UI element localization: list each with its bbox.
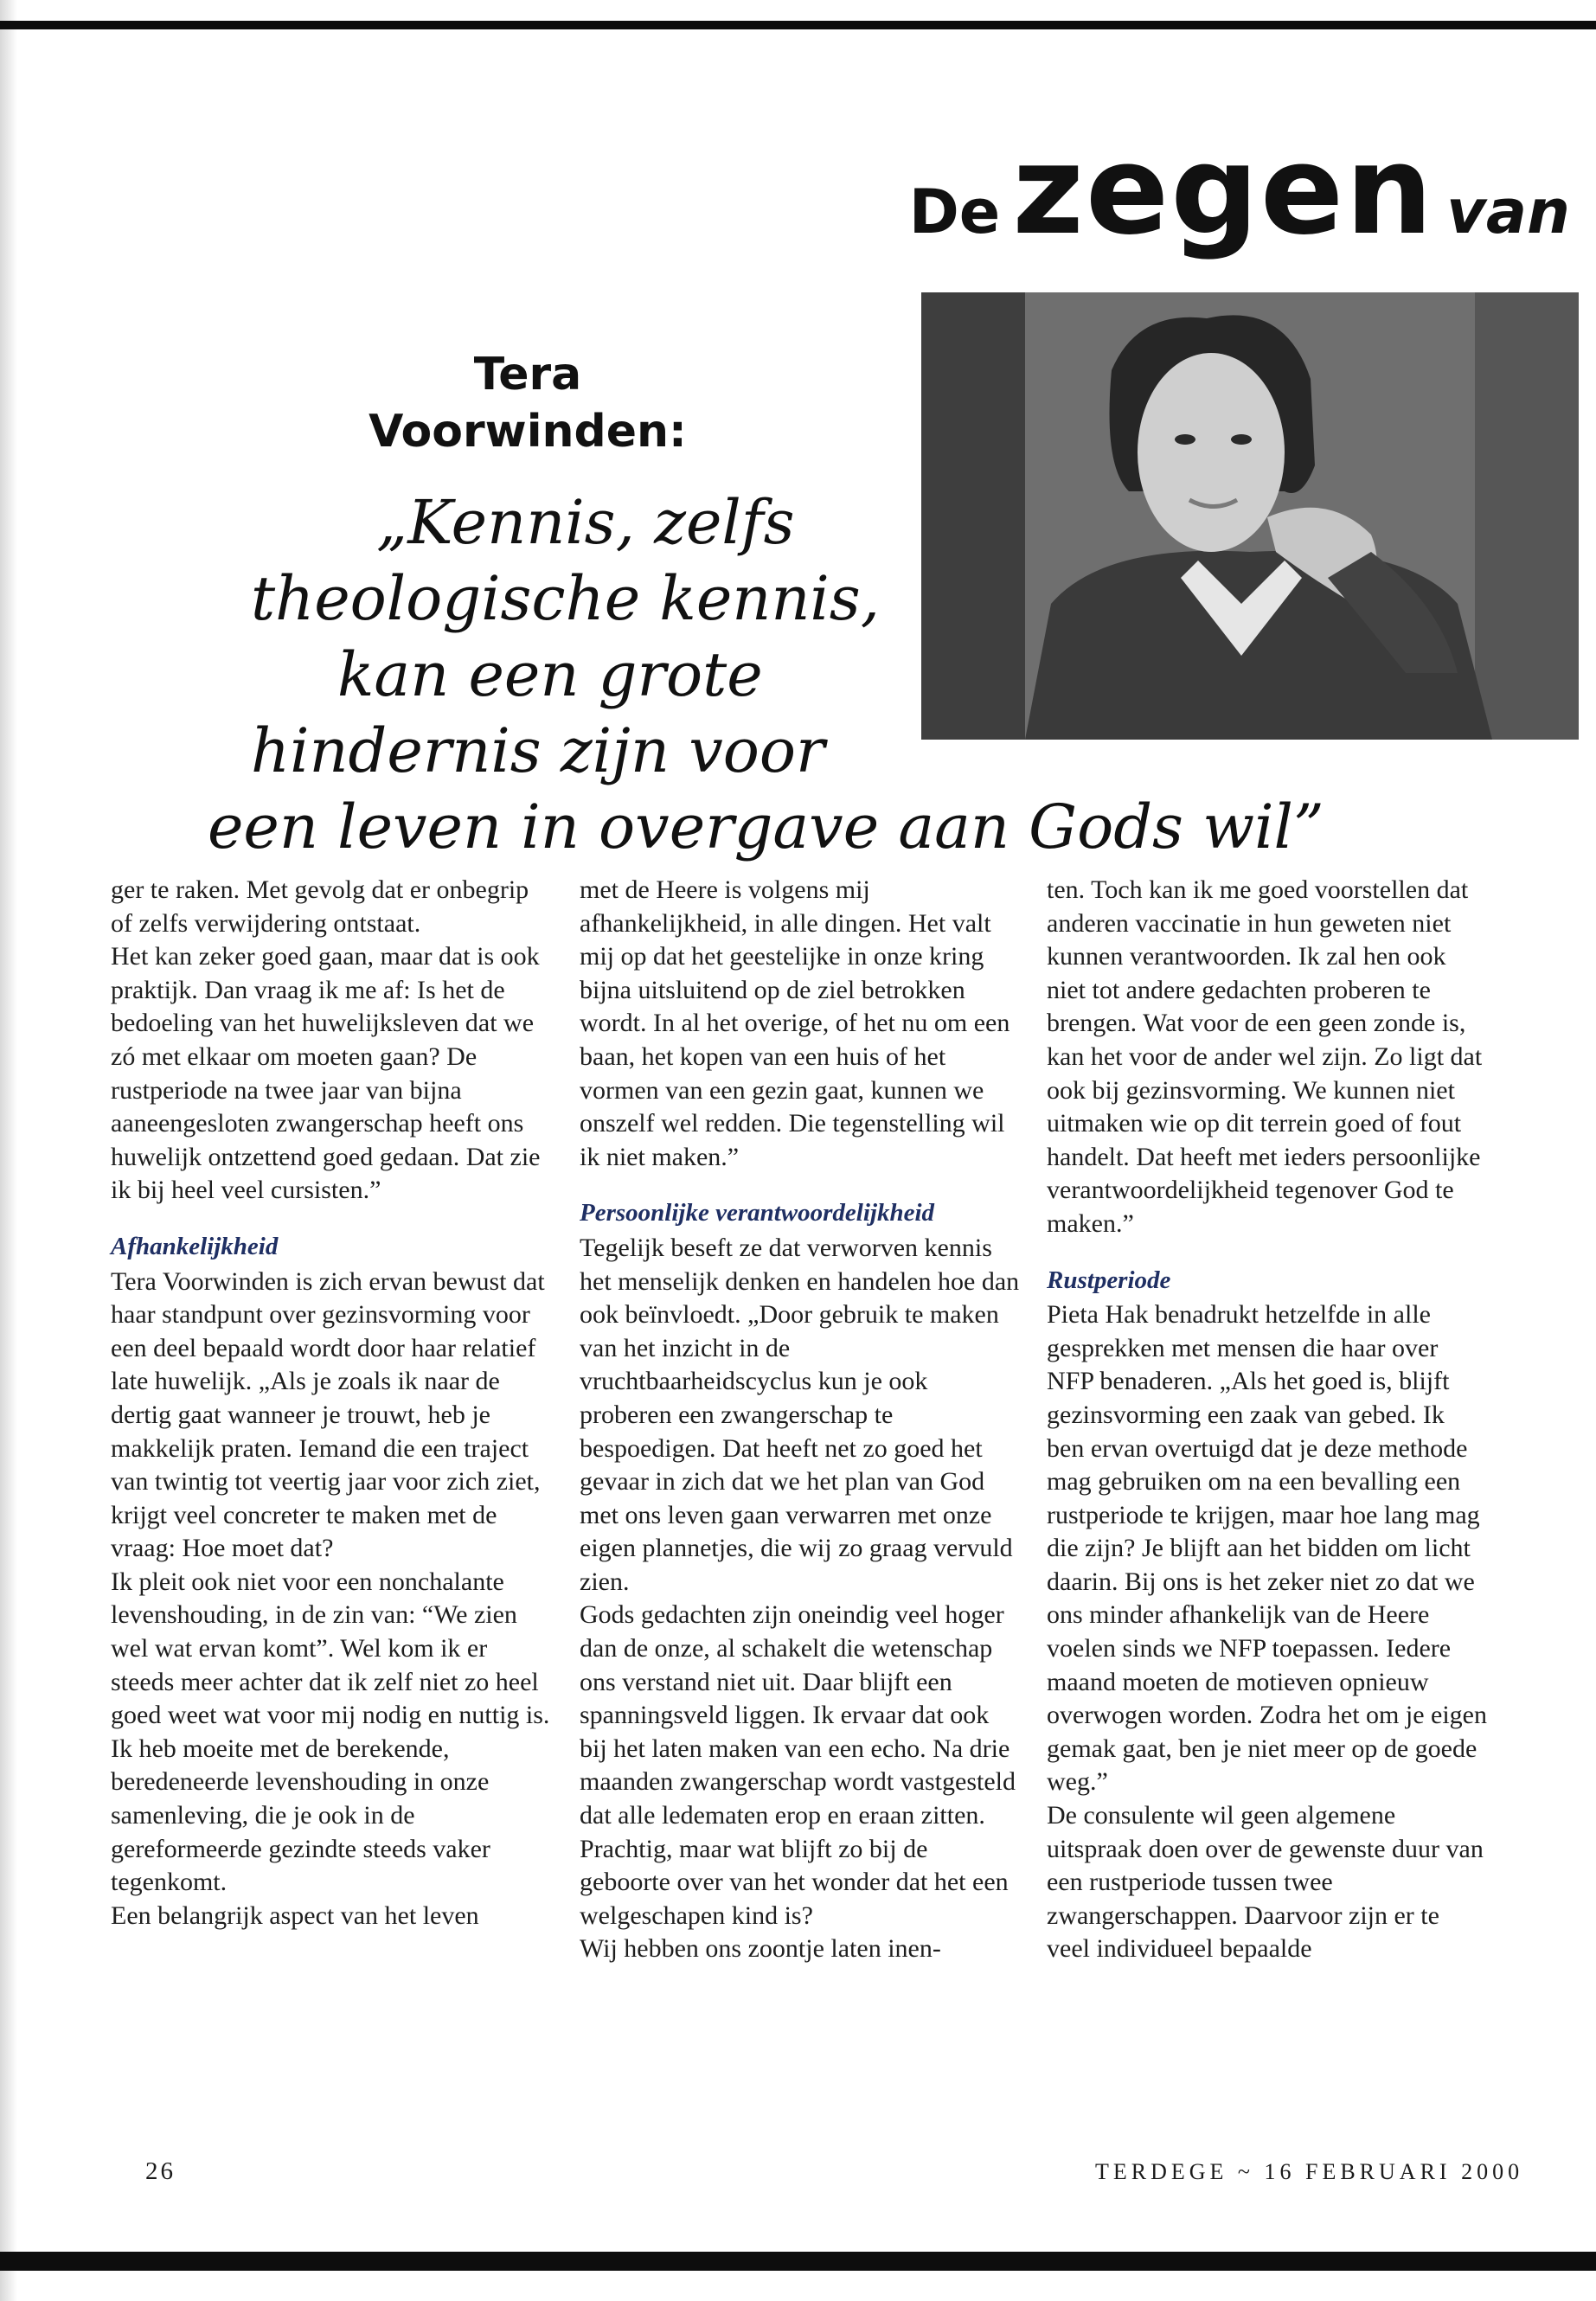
title-suffix: van <box>1446 176 1570 247</box>
publication-footer: TERDEGE ~ 16 FEBRUARI 2000 <box>1095 2159 1524 2184</box>
speaker-name <box>320 346 735 460</box>
paragraph: Het kan zeker goed gaan, maar dat is ook praktijk. Dan vraag ik me af: Is het de bedoeling van het huwelijksleven dat we zó met elkaar om moeten gaan? De rustperiode na twee jaar van bijna aaneengesloten zwangerschap heeft ons huwelijk ontzettend goed gedaan. Dat zie ik bij heel veel cursisten.” <box>111 942 541 1205</box>
pull-quote <box>156 484 1349 865</box>
subheading-persoonlijke-verantwoordelijkheid: Persoonlijke verantwoordelijkheid <box>580 1199 935 1227</box>
scan-edge-shadow <box>0 0 17 2301</box>
quote-line-1: „Kennis, zelfs <box>376 487 795 558</box>
speaker-first-name: Tera <box>473 349 582 401</box>
page-number: 26 <box>145 2157 176 2185</box>
title-prefix: De <box>908 176 1001 247</box>
quote-line-3: kan een grote <box>337 639 763 710</box>
paragraph: ger te raken. Met gevolg dat er onbegrip of zelfs verwijdering ontstaat. <box>111 875 529 938</box>
title-main: zegen <box>1012 119 1435 262</box>
text-column-2 <box>580 874 1021 1966</box>
scan-border-bottom <box>0 2252 1596 2271</box>
article-title <box>909 119 1570 262</box>
scan-border-top <box>0 21 1596 29</box>
paragraph: Ik pleit ook niet voor een nonchalante levenshouding, in de zin van: “We zien wel wat ervan komt”. Wel kom ik er steeds meer achter dat ik zelf niet zo heel goed weet wat voor mij nodig en nuttig is. Ik heb moeite met de berekende, beredeneerde levenshouding in onze samenleving, die je ook in de gereformeerde gezindte steeds vaker tegenkomt. <box>111 1567 550 1897</box>
text-column-1 <box>111 874 552 1932</box>
subheading-rustperiode: Rustperiode <box>1047 1266 1171 1294</box>
quote-line-2: theologische kennis, <box>251 563 880 634</box>
paragraph: De consulente wil geen algemene uitspraak doen over de gewenste duur van een rustperiode tussen twee zwangerschappen. Daarvoor zijn er te veel individueel bepaalde <box>1047 1801 1484 1964</box>
paragraph: ten. Toch kan ik me goed voorstellen dat anderen vaccinatie in hun geweten niet kunnen verantwoorden. Ik zal hen ook niet tot andere gedachten proberen te brengen. Wat voor de een geen zonde is, kan het voor de ander wel zijn. Zo ligt dat ook bij gezinsvorming. We kunnen niet uitmaken wie op dit terrein goed of fout handelt. Dat heeft met ieders persoonlijke verantwoordelijkheid tegenover God te maken.” <box>1047 875 1483 1238</box>
paragraph: Wij hebben ons zoontje laten inen- <box>580 1934 941 1964</box>
speaker-last-name: Voorwinden: <box>369 406 687 458</box>
paragraph: Tera Voorwinden is zich ervan bewust dat haar standpunt over gezinsvorming voor een deel bepaald wordt door haar relatief late huwelijk. „Als je zoals ik naar de dertig gaat wanneer je trouwt, heb je makkelijk praten. Iemand die een traject van twintig tot veertig jaar voor zich ziet, krijgt veel concreter te maken met de vraag: Hoe moet dat? <box>111 1266 545 1563</box>
paragraph: Tegelijk beseft ze dat verworven kennis het menselijk denken en handelen hoe dan ook beïnvloedt. „Door gebruik te maken van het inzicht in de vruchtbaarheidscyclus kun je ook proberen een zwangerschap te bespoedigen. Dat heeft net zo goed het gevaar in zich dat we het plan van God met ons leven gaan verwarren met onze eigen plannetjes, die wij zo graag vervuld zien. <box>580 1233 1020 1596</box>
subheading-afhankelijkheid: Afhankelijkheid <box>111 1232 279 1260</box>
paragraph: Een belangrijk aspect van het leven <box>111 1900 479 1930</box>
paragraph: met de Heere is volgens mij afhankelijkheid, in alle dingen. Het valt mij op dat het geestelijke in onze kring bijna uitsluitend op de ziel betrokken wordt. In al het overige, of het nu om een baan, het kopen van een huis of het vormen van een gezin gaat, kunnen we onszelf wel redden. Die tegenstelling wil ik niet maken.” <box>580 875 1010 1171</box>
text-column-3 <box>1047 874 1488 1966</box>
quote-line-4: hindernis zijn voor <box>251 715 825 786</box>
quote-line-5: een leven in overgave aan Gods wil” <box>208 792 1324 862</box>
paragraph: Gods gedachten zijn oneindig veel hoger dan de onze, al schakelt die wetenschap ons verstand niet uit. Daar blijft een spanningsveld liggen. Ik ervaar dat ook bij het laten maken van een echo. Na drie maanden zwangerschap wordt vastgesteld dat alle ledematen erop en eraan zitten. Prachtig, maar wat blijft zo bij de geboorte over van het wonder dat het een welgeschapen kind is? <box>580 1600 1016 1930</box>
paragraph: Pieta Hak benadrukt hetzelfde in alle gesprekken met mensen die haar over NFP benaderen. „Als het goed is, blijft gezinsvorming een zaak van gebed. Ik ben ervan overtuigd dat je deze methode mag gebruiken om na een bevalling een rustperiode te krijgen, maar hoe lang mag die zijn? Je blijft aan het bidden om licht daarin. Bij ons is het zeker niet zo dat we ons minder afhankelijk van de Heere voelen sinds we NFP toepassen. Iedere maand moeten de motieven opnieuw overwogen worden. Zodra het om je eigen gemak gaat, ben je niet meer op de goede weg.” <box>1047 1300 1487 1797</box>
